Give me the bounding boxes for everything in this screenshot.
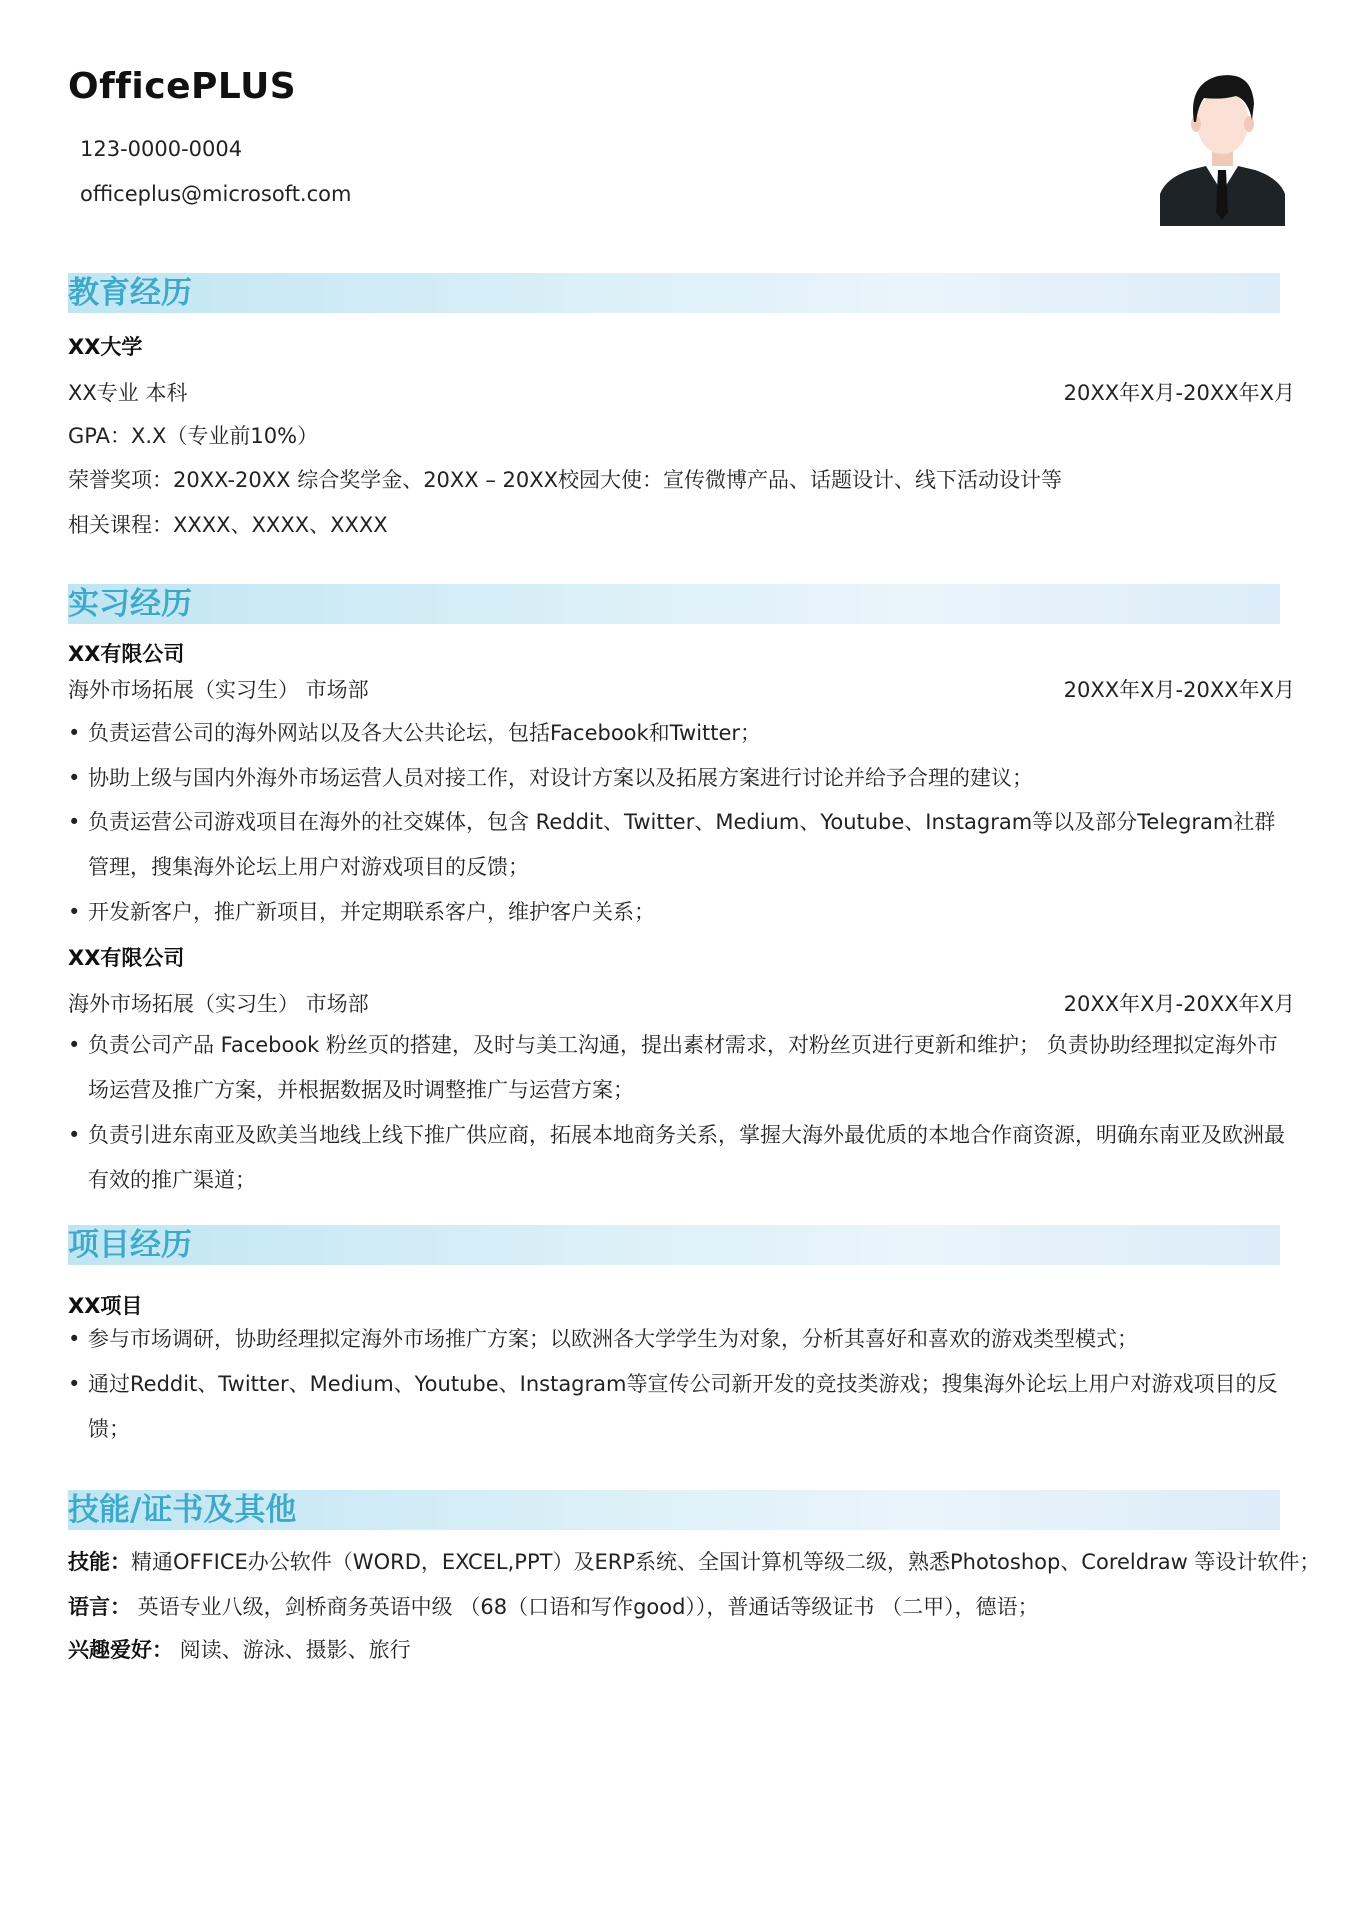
bullet-icon: • (68, 1033, 81, 1057)
job-date: 20XX年X月-20XX年X月 (1063, 992, 1295, 1016)
school-name: XX大学 (68, 335, 143, 359)
language-value: 英语专业八级，剑桥商务英语中级 （68（口语和写作good）），普通话等级证书 （二甲），德语； (131, 1595, 1039, 1619)
honors-text: 荣誉奖项：20XX-20XX 综合奖学金、20XX – 20XX校园大使：宣传微博产品、话题设计、线下活动设计等 (68, 468, 1063, 492)
job-role: 海外市场拓展（实习生） 市场部 (68, 678, 369, 702)
education-date: 20XX年X月-20XX年X月 (1063, 381, 1295, 405)
language-line (68, 1591, 1039, 1621)
bullet-icon: • (68, 766, 81, 790)
list-item: • 开发新客户，推广新项目，并定期联系客户，维护客户关系； (68, 890, 1288, 935)
phone-number: 123-0000-0004 (80, 137, 243, 161)
bullet-icon: • (68, 1123, 81, 1147)
job-date: 20XX年X月-20XX年X月 (1063, 678, 1295, 702)
bullet-icon: • (68, 721, 81, 745)
company-name: XX有限公司 (68, 946, 185, 970)
language-label: 语言： (68, 1595, 131, 1619)
hobbies-value: 阅读、游泳、摄影、旅行 (173, 1638, 411, 1662)
businessman-avatar-icon (1160, 70, 1285, 226)
education-section-bar (68, 273, 1280, 313)
skills-section-title: 技能/证书及其他 (68, 1492, 297, 1528)
bullet-icon: • (68, 1327, 81, 1351)
skills-label: 技能： (68, 1550, 131, 1574)
major-degree: XX专业 本科 (68, 381, 188, 405)
education-section-title: 教育经历 (68, 275, 192, 311)
project-name: XX项目 (68, 1294, 143, 1318)
bullet-icon: • (68, 810, 81, 834)
list-item: • 负责运营公司游戏项目在海外的社交媒体，包含 Reddit、Twitter、Medium、Youtube、Instagram等以及部分Telegram社群管理，搜集海外论坛上用户对游戏项目的反馈； (68, 800, 1288, 890)
list-item: • 负责运营公司的海外网站以及各大公共论坛，包括Facebook和Twitter； (68, 711, 1288, 756)
hobbies-label: 兴趣爱好： (68, 1638, 173, 1662)
courses-text: 相关课程：XXXX、XXXX、XXXX (68, 513, 388, 537)
email-address: officeplus@microsoft.com (80, 182, 352, 206)
job-role: 海外市场拓展（实习生） 市场部 (68, 992, 369, 1016)
internship-section-title: 实习经历 (68, 586, 192, 622)
list-item: • 通过Reddit、Twitter、Medium、Youtube、Instagram等宣传公司新开发的竞技类游戏；搜集海外论坛上用户对游戏项目的反馈； (68, 1362, 1288, 1452)
internship-section-bar (68, 584, 1280, 624)
list-item: • 参与市场调研，协助经理拟定海外市场推广方案；以欧洲各大学学生为对象，分析其喜好和喜欢的游戏类型模式； (68, 1317, 1288, 1362)
list-item: • 协助上级与国内外海外市场运营人员对接工作，对设计方案以及拓展方案进行讨论并给予合理的建议； (68, 756, 1288, 801)
project-section-bar (68, 1225, 1280, 1265)
project-section-title: 项目经历 (68, 1227, 192, 1263)
hobbies-line (68, 1634, 411, 1664)
bullet-icon: • (68, 1372, 81, 1396)
company-name: XX有限公司 (68, 642, 185, 666)
gpa-text: GPA：X.X（专业前10%） (68, 424, 319, 448)
skills-value: 精通OFFICE办公软件（WORD，EXCEL,PPT）及ERP系统、全国计算机等级二级，熟悉Photoshop、Coreldraw 等设计软件； (131, 1550, 1321, 1574)
bullet-icon: • (68, 900, 81, 924)
list-item: • 负责公司产品 Facebook 粉丝页的搭建，及时与美工沟通，提出素材需求，对粉丝页进行更新和维护； 负责协助经理拟定海外市场运营及推广方案，并根据数据及时调整推广与运营方案； (68, 1023, 1288, 1113)
candidate-name: OfficePLUS (68, 66, 297, 107)
skills-line (68, 1546, 1320, 1576)
list-item: • 负责引进东南亚及欧美当地线上线下推广供应商，拓展本地商务关系，掌握大海外最优质的本地合作商资源，明确东南亚及欧洲最有效的推广渠道； (68, 1113, 1288, 1203)
